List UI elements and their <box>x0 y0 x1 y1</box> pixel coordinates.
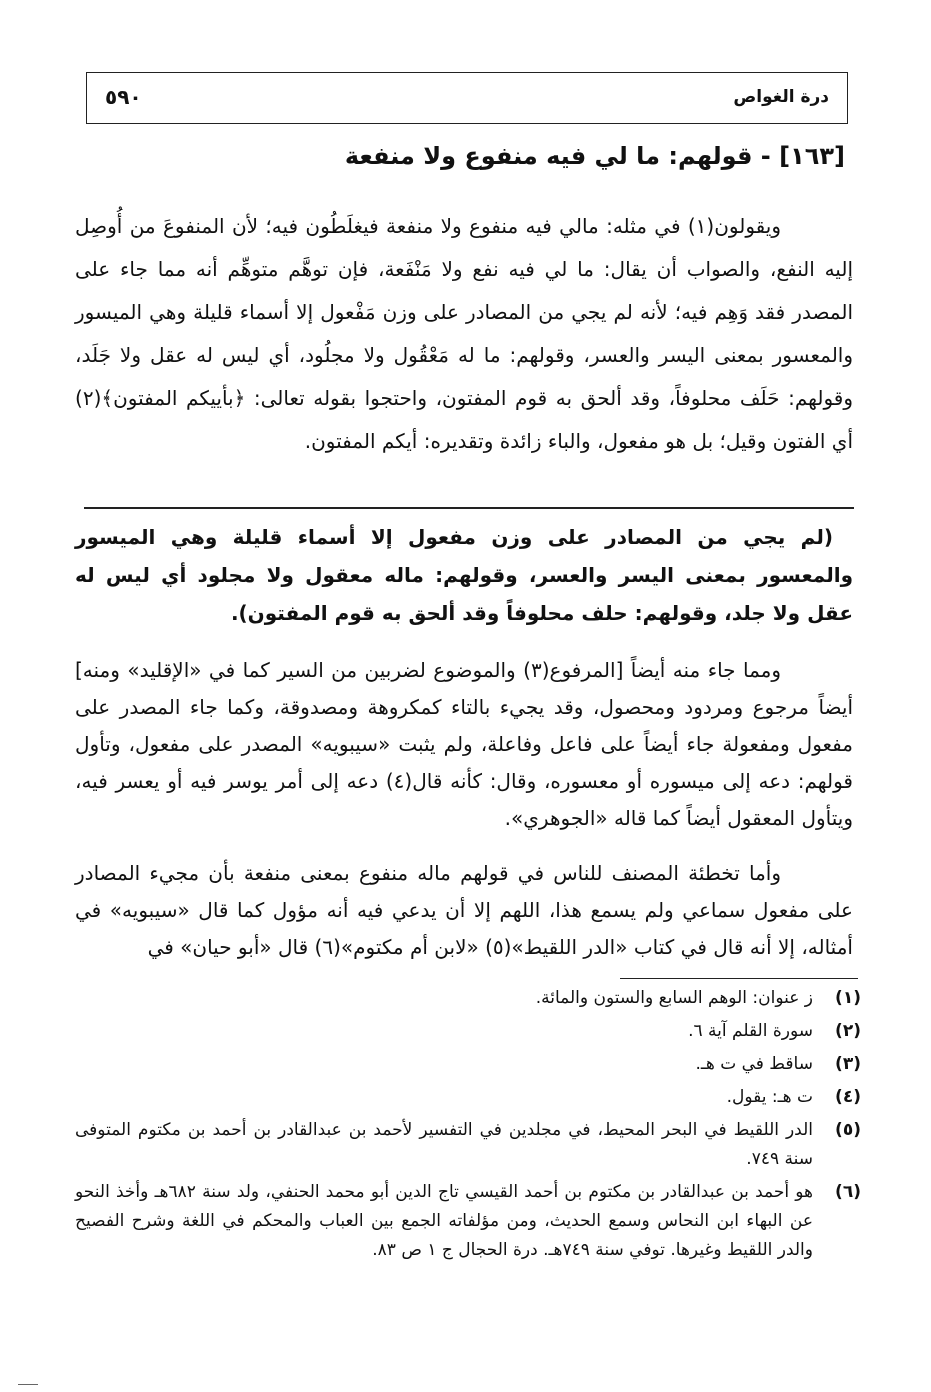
footnote-number: (٢) <box>835 1021 861 1041</box>
footnote-number: (٥) <box>835 1120 861 1140</box>
commentary-quote: (لم يجي من المصادر على وزن مفعول إلا أسماء قليلة وهي الميسور والمعسور بمعنى اليسر والعسر، وقولهم: ماله معقول ولا مجلود أي ليس له عقل ولا جلد، وقولهم: حلف محلوفاً وقد ألحق به قوم المفتون). <box>75 525 853 625</box>
body-paragraph-2: ومما جاء منه أيضاً [المرفوع(٣) والموضوع لضربين من السير كما في «الإقليد» ومنه] أيضاً مرجوع ومردود ومحصول، وقد يجيء بالتاء كمكروهة ومصدوقة، وكما جاء المصدر على مفعول ومفعولة جاء أيضاً على فاعل وفاعلة، ولم يثبت «سيبويه» المصدر على مفعول، وتأول قولهم: دعه إلى ميسوره أو معسوره، وقال: كأنه قال(٤) دعه إلى أمر يوسر فيه أو يعسر فيه، ويتأول المعقول أيضاً كما قاله «الجوهري». <box>75 658 853 830</box>
section-title-text: قولهم: ما لي فيه منفوع ولا منفعة <box>344 142 753 170</box>
book-title: درة الغواص <box>733 87 829 107</box>
section-number: [١٦٣] <box>779 142 845 170</box>
footnote-text: الدر اللقيط في البحر المحيط، في مجلدين في التفسير لأحمد بن عبدالقادر بن أحمد بن مكتوم المتوفى سنة ٧٤٩. <box>75 1120 813 1169</box>
body-paragraph-3: وأما تخطئة المصنف للناس في قولهم ماله منفوع بمعنى منفعة بأن مجيء المصادر على مفعول سماعي ولم يسمع هذا، اللهم إلا أن يدعي فيه أنه مؤول كما قال «سيبويه» في أمثاله، إلا أنه قال في كتاب «الدر اللقيط»(٥) «لابن أم مكتوم»(٦) قال «أبو حيان» في <box>75 861 853 959</box>
section-heading <box>85 142 845 170</box>
footnote-text: سورة القلم آية ٦. <box>688 1021 813 1041</box>
footnote-text: ساقط في ت هـ. <box>695 1054 813 1074</box>
body-paragraph-1: ويقولون(١) في مثله: مالي فيه منفوع ولا منفعة فيغلَطُون فيه؛ لأن المنفوعَ من أُوصِل إليه النفع، والصواب أن يقال: ما لي فيه نفع ولا مَنْفَعة، فإن توهَّم متوهِّم أنه مما جاء على المصدر فقد وَهِم فيه؛ لأنه لم يجي من المصادر على وزن مَفْعول إلا أسماء قليلة وهي الميسور والمعسور بمعنى اليسر والعسر، وقولهم: ما له مَعْقُول ولا مجلُود، أي ليس له عقل ولا جَلَد، وقولهم: حَلَف محلوفاً، وقد ألحق به قوم المفتون، واحتجوا بقوله تعالى: ﴿بأييكم المفتون﴾(٢) أي الفتون وقيل؛ بل هو مفعول، والباء زائدة وتقديره: أيكم المفتون. <box>75 214 853 453</box>
page-number: ٥٩٠ <box>105 85 142 109</box>
footnote-1 <box>75 984 861 1013</box>
section-divider <box>84 507 854 509</box>
footnote-text: ز عنوان: الوهم السابع والستون والمائة. <box>535 988 813 1008</box>
footnote-4 <box>75 1083 861 1112</box>
section-dash: - <box>752 142 780 170</box>
footnote-number: (٣) <box>835 1054 861 1074</box>
running-header <box>86 72 848 124</box>
footnote-3 <box>75 1050 861 1079</box>
page-edge-mark <box>18 1384 38 1385</box>
footnote-number: (١) <box>835 988 861 1008</box>
footnote-number: (٦) <box>835 1182 861 1202</box>
footnote-6 <box>75 1178 861 1265</box>
footnotes <box>75 984 861 1269</box>
footnote-text: ت هـ: يقول. <box>726 1087 813 1107</box>
footnote-number: (٤) <box>835 1087 861 1107</box>
footnote-rule <box>620 978 858 979</box>
footnote-text: هو أحمد بن عبدالقادر بن مكتوم بن أحمد القيسي تاج الدين أبو محمد الحنفي، ولد سنة ٦٨٢هـ وأخذ النحو عن البهاء ابن النحاس وسمع الحديث، ومن مؤلفاته الجمع بين العباب والمحكم في اللغة وشرح الفصيح والدر اللقيط وغيرها. توفي سنة ٧٤٩هـ. درة الحجال ج ١ ص ٨٣. <box>75 1182 814 1260</box>
footnote-2 <box>75 1017 861 1046</box>
footnote-5 <box>75 1116 861 1174</box>
